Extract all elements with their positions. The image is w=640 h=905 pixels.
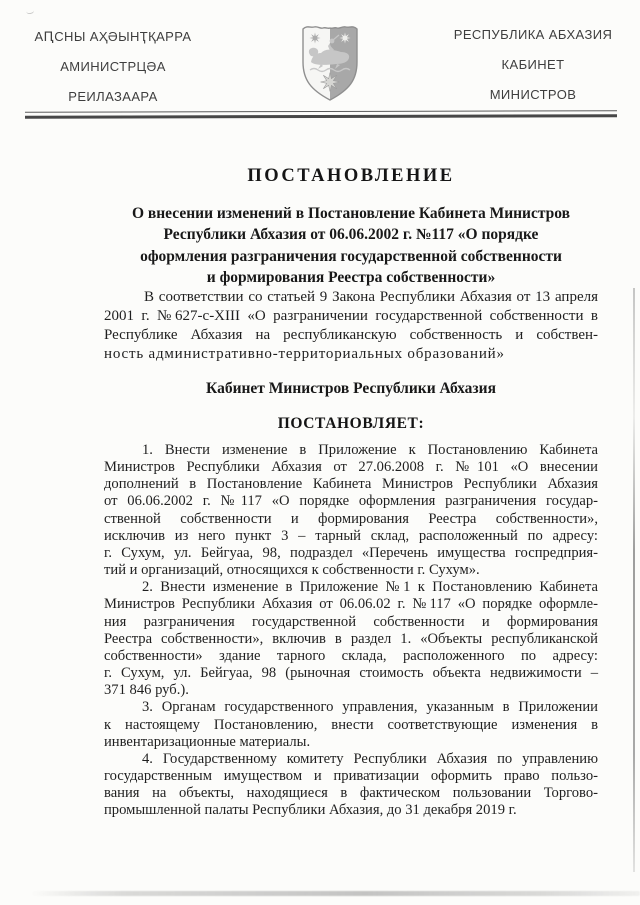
text-line: исключив из него пункт 3 – тарный склад, расположенный по адресу: [104, 527, 598, 544]
text-line: г. Сухум, ул. Бейгуаа, 98, подраздел «Перечень имущества госпредприя- [104, 544, 598, 561]
double-rule [25, 110, 617, 119]
text-line: РЕИЛАЗААРА [68, 89, 158, 104]
text-line: О внесении изменений в Постановление Кабинета Министров [131, 205, 571, 222]
text-line: инвентаризационные материалы. [104, 733, 311, 750]
text-line: ния разграничения государственной собственности и формирования [104, 613, 598, 630]
pen-mark [26, 7, 35, 14]
text-line: собственности» здание тарного склада, расположенного по адресу: [104, 647, 598, 664]
text-line: АМИНИСТРЦӘА [60, 59, 166, 74]
text-line: государственным имуществом и приватизации оформить право пользо- [104, 767, 598, 784]
document-title: ПОСТАНОВЛЕНИЕ [247, 166, 455, 186]
resolution-item-4 [104, 751, 598, 820]
text-line: Республики Абхазия от 06.06.2002 г. №117 «О порядке [163, 226, 539, 244]
text-line: 3. Органам государственного управления, указанным в Приложении [142, 699, 598, 716]
text-line: АԤСНЫ АҲӘЫНҬҚАРРА [34, 29, 192, 44]
text-line: ственной собственности и формирования Реестра собственности», [104, 510, 598, 527]
resolution-item-3 [104, 699, 598, 750]
text-line: МИНИСТРОВ [489, 87, 577, 102]
letterhead-abkhaz-title [18, 22, 208, 112]
text-line: Министров Республики Абхазия от 27.06.2008 г. №101 «О внесении [104, 459, 598, 476]
text-line: тий и организаций, относящихся к собственности г. Сухум». [104, 562, 480, 579]
document-subject [104, 203, 598, 288]
text-line: Республике Абхазия на республиканскую собственность и собствен- [104, 327, 598, 344]
text-line: РЕСПУБЛИКА АБХАЗИЯ [453, 27, 613, 42]
resolution-items [104, 442, 598, 819]
text-line: Реестра собственности», включив в раздел 1. «Объекты республиканской [104, 630, 598, 647]
text-line: 4. Государственному комитету Республики Абхазия по управлению [142, 750, 598, 767]
text-line: В соответствии со статьей 9 Закона Республики Абхазия от 13 апреля [144, 289, 598, 305]
text-line: Министров Республики Абхазия от 06.06.02 г. №117 «О порядке оформле- [104, 596, 598, 613]
letterhead-russian-title [438, 20, 628, 110]
resolves-line: ПОСТАНОВЛЯЕТ: [277, 415, 425, 432]
text-line: 2. Внести изменение в Приложение №1 к Постановлению Кабинета [142, 579, 598, 596]
text-line: к настоящему Постановлению, внести соответствующие изменения в [104, 716, 598, 733]
text-line: КАБИНЕТ [501, 57, 565, 72]
text-line: 2001 г. №627-с-XIII «О разграничении государственной собственности в [104, 308, 598, 325]
issuer-line: Кабинет Министров Республики Абхазия [206, 380, 496, 397]
resolution-item-1 [104, 442, 598, 579]
text-line: 1. Внести изменение в Приложение к Постановлению Кабинета [142, 442, 598, 458]
scan-shadow [30, 891, 640, 896]
scan-edge-artifact [633, 288, 635, 872]
text-line: от 06.06.2002 г. №117 «О порядке оформления разграничения государ- [104, 493, 598, 510]
text-line: оформления разграничения государственной собственности [140, 247, 562, 265]
text-line: вания на объекты, находящиеся в фактическом пользовании Торгово- [104, 785, 598, 802]
text-line: ность административно-территориальных образований» [104, 346, 505, 363]
text-line: и формирования Реестра собственности» [206, 268, 496, 286]
resolution-item-2 [104, 579, 598, 699]
coat-of-arms-abkhazia-icon [299, 22, 361, 104]
text-line: дополнений в Постановление Кабинета Министров Республики Абхазия [104, 476, 598, 493]
preamble-paragraph [104, 288, 598, 364]
text-line: 371 846 руб.). [104, 682, 189, 699]
text-line: г. Сухум, ул. Бейгуаа, 98 (рыночная стоимость объекта недвижимости – [104, 665, 598, 682]
text-line: промышленной палаты Республики Абхазия, до 31 декабря 2019 г. [104, 802, 517, 819]
